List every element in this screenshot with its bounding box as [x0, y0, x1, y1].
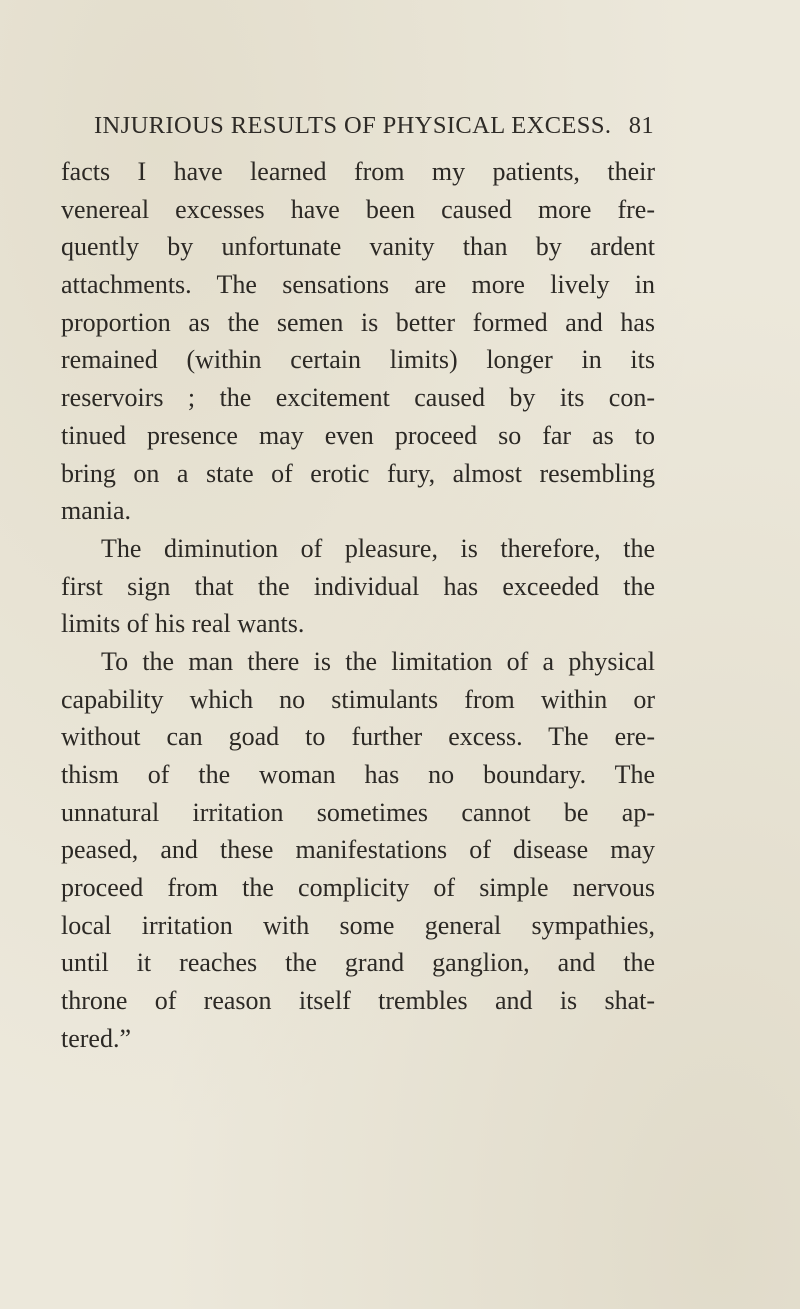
text-line: until it reaches the grand ganglion, and the	[61, 948, 655, 978]
text-line: proceed from the complicity of simple nervous	[61, 873, 655, 903]
text-line: reservoirs ; the excitement caused by its con-	[61, 383, 655, 413]
body-text	[61, 153, 655, 1058]
text-line: The diminution of pleasure, is therefore, the	[101, 533, 655, 563]
text-line: quently by unfortunate vanity than by ardent	[61, 232, 655, 262]
text-line: first sign that the individual has exceeded the	[61, 571, 655, 601]
text-line: remained (within certain limits) longer in its	[61, 345, 655, 375]
text-line: thism of the woman has no boundary. The	[61, 760, 655, 789]
text-line: without can goad to further excess. The ere-	[61, 722, 655, 752]
text-line: limits of his real wants.	[61, 609, 305, 639]
text-line: proportion as the semen is better formed and has	[61, 307, 655, 337]
text-line: throne of reason itself trembles and is shat-	[61, 986, 655, 1016]
text-line: peased, and these manifestations of disease may	[61, 835, 655, 865]
running-head	[94, 112, 654, 140]
text-line: To the man there is the limitation of a physical	[101, 646, 655, 676]
text-line: tinued presence may even proceed so far as to	[61, 420, 655, 450]
text-line: attachments. The sensations are more lively in	[61, 270, 655, 300]
text-line: capability which no stimulants from within or	[61, 684, 655, 714]
text-line: mania.	[61, 496, 132, 526]
text-line: bring on a state of erotic fury, almost resembling	[61, 458, 655, 488]
text-line: venereal excesses have been caused more fre-	[61, 194, 655, 224]
text-line: tered.”	[61, 1023, 132, 1053]
page-number: 81	[628, 112, 654, 139]
text-line: unnatural irritation sometimes cannot be ap-	[61, 797, 655, 827]
text-line: local irritation with some general sympathies,	[61, 910, 655, 940]
running-head-title: INJURIOUS RESULTS OF PHYSICAL EXCESS.	[94, 112, 612, 139]
text-line: facts I have learned from my patients, their	[61, 157, 655, 186]
